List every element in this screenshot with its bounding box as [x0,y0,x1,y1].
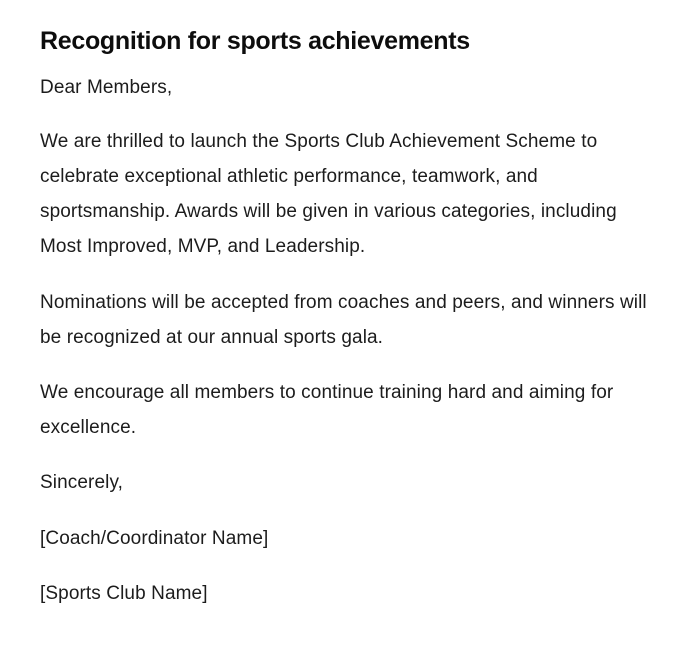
body-paragraph-2: Nominations will be accepted from coaches and peers, and winners will be recognized at our annual sports gala. [40,292,647,348]
document-title: Recognition for sports achievements [40,27,470,55]
body-paragraph-1: We are thrilled to launch the Sports Club Achievement Scheme to celebrate exceptional athletic performance, teamwork, and sportsmanship. Awards will be given in various categories, including Most Improved, MVP, and Leadership. [40,131,617,257]
closing-line: Sincerely, [40,472,124,493]
body-paragraph-3: We encourage all members to continue training hard and aiming for excellence. [40,382,614,438]
letter-document [40,24,650,611]
greeting-line: Dear Members, [40,77,173,98]
signature-organization: [Sports Club Name] [40,583,208,604]
signature-name: [Coach/Coordinator Name] [40,528,269,549]
